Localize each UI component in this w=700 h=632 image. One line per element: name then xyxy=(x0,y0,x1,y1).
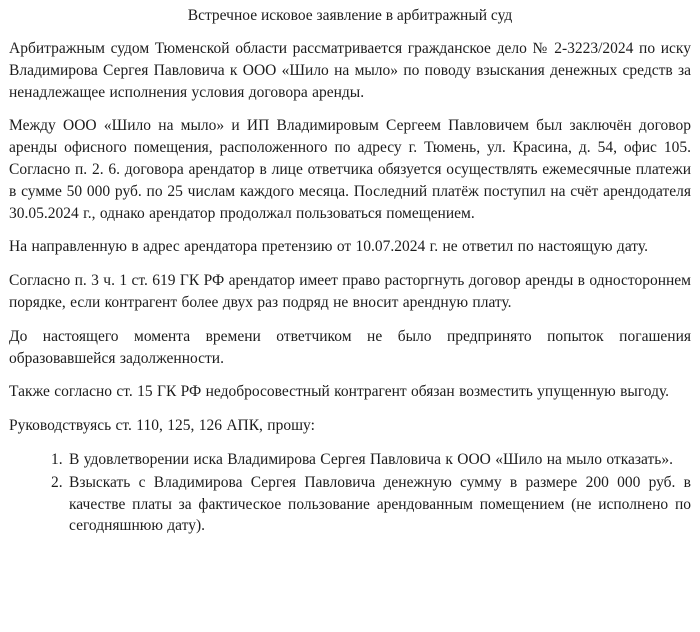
paragraph-no-repayment: До настоящего момента времени ответчиком не было предпринято попыток погашения образовавшейся задолженности. xyxy=(9,327,691,367)
document-title: Встречное исковое заявление в арбитражный суд xyxy=(187,7,513,24)
request-item-2 xyxy=(67,472,691,537)
paragraph-claim-letter: На направленную в адрес арендатора претензию от 10.07.2024 г. не ответил по настоящую дату. xyxy=(9,238,648,256)
paragraph-request-intro: Руководствуясь ст. 110, 125, 126 АПК, прошу: xyxy=(9,417,315,435)
paragraph-gk-15: Также согласно ст. 15 ГК РФ недобросовестный контрагент обязан возместить упущенную выгоду. xyxy=(9,383,670,401)
paragraph-case-intro: Арбитражным судом Тюменской области рассматривается гражданское дело № 2-3223/2024 по иску Владимирова Сергея Павловича к ООО «Шило на мыло» по поводу взыскания денежных средств за ненадлежащее исполнения условия договора аренды. xyxy=(9,40,691,101)
request-item-2-text: Взыскать с Владимирова Сергея Павловича денежную сумму в размере 200 000 руб. в качестве платы за фактическое пользование арендованным помещением (не исполнено по сегодняшнюю дату). xyxy=(69,473,691,535)
request-item-1-text: В удовлетворении иска Владимирова Сергея Павловича к ООО «Шило на мыло отказать». xyxy=(69,450,673,468)
request-list xyxy=(9,449,691,537)
request-item-1 xyxy=(67,449,691,471)
paragraph-gk-619: Согласно п. 3 ч. 1 ст. 619 ГК РФ арендатор имеет право расторгнуть договор аренды в одностороннем порядке, если контрагент более двух раз подряд не вносит арендную плату. xyxy=(9,272,691,311)
paragraph-lease-details: Между ООО «Шило на мыло» и ИП Владимировым Сергеем Павловичем был заключён договор аренды офисного помещения, расположенного по адресу г. Тюмень, ул. Красина, д. 54, офис 105. Согласно п. 2. 6. договора арендатор в лице ответчика обязуется осуществлять ежемесячные платежи в сумме 50 000 руб. по 25 числам каждого месяца. Последний платёж поступил на счёт арендодателя 30.05.2024 г., однако арендатор продолжал пользоваться помещением. xyxy=(9,117,691,222)
